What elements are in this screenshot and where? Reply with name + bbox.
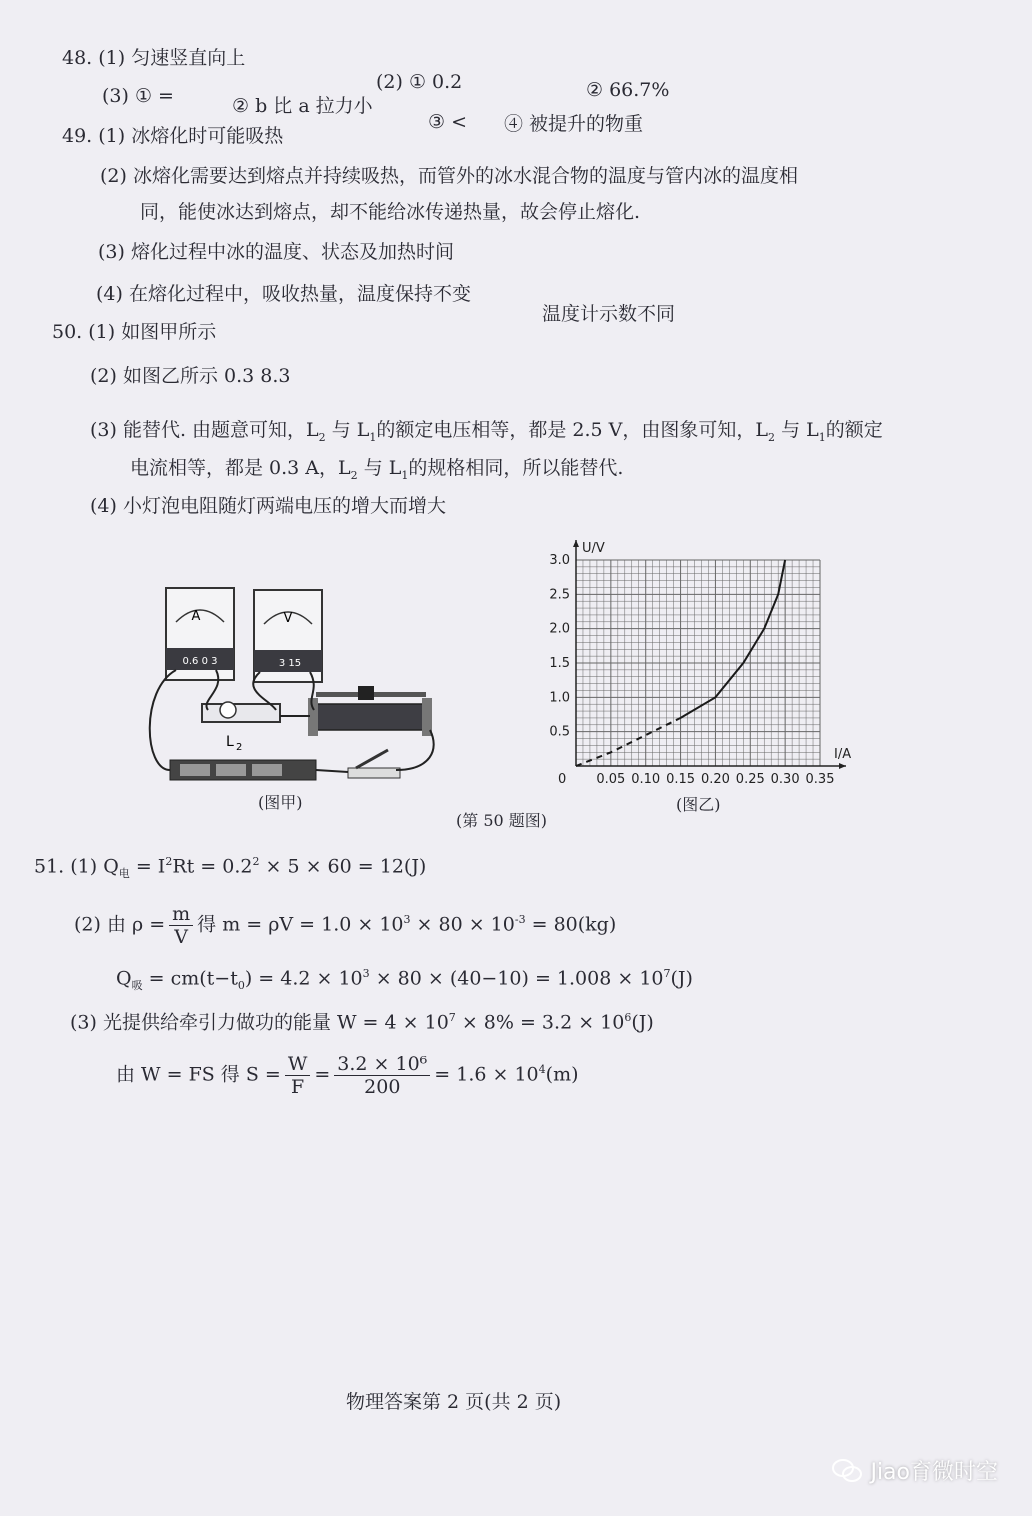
lamp-label: L xyxy=(226,734,234,750)
q51-text: 由 W = FS 得 S = xyxy=(116,1063,281,1086)
fraction xyxy=(285,1053,311,1098)
symbol-l: L xyxy=(306,419,319,441)
x-tick-label: 0.05 xyxy=(596,772,626,787)
x-tick-label: 0.35 xyxy=(805,772,835,787)
q51-line4 xyxy=(70,1006,654,1034)
numerator: 3.2 × 10⁶ xyxy=(334,1053,430,1076)
subscript: 2 xyxy=(318,430,326,444)
symbol-l: L xyxy=(388,457,402,479)
q51-text: × 5 × 60 = 12(J) xyxy=(259,855,427,878)
watermark xyxy=(832,1455,998,1486)
q50-number: 50. xyxy=(52,321,83,343)
q51-text: Q xyxy=(116,967,132,990)
superscript: 4 xyxy=(538,1063,546,1076)
superscript: 2 xyxy=(252,855,260,868)
q51-text: (m) xyxy=(545,1063,579,1086)
subscript: 2 xyxy=(350,468,358,482)
q51-line2 xyxy=(74,896,616,948)
q51-line1 xyxy=(34,850,426,886)
denominator: V xyxy=(174,925,188,948)
q51-text: = xyxy=(314,1063,331,1086)
q50-part2: (2) 如图乙所示 0.3 8.3 xyxy=(90,365,291,387)
superscript: 6 xyxy=(624,1011,632,1024)
x-tick-label: 0.15 xyxy=(666,772,696,787)
fraction xyxy=(334,1053,430,1098)
q51-text: × 8% = 3.2 × 10 xyxy=(455,1011,625,1034)
lamp-icon xyxy=(202,702,280,753)
q51-text: Rt = 0.2 xyxy=(172,855,253,878)
rheostat-icon xyxy=(308,686,432,736)
ammeter-icon xyxy=(166,588,234,680)
superscript: 7 xyxy=(663,967,671,980)
y-axis-label: U/V xyxy=(582,541,605,556)
superscript: 7 xyxy=(448,1011,456,1024)
superscript: 2 xyxy=(165,855,173,868)
q51-text: × 80 × 10 xyxy=(410,913,515,936)
page-footer: 物理答案第 2 页(共 2 页) xyxy=(346,1391,562,1413)
q51-text: = cm(t−t xyxy=(142,967,238,990)
q49-number: 49. xyxy=(62,125,93,147)
symbol-l: L xyxy=(356,419,370,441)
q49-part4: (4) 在熔化过程中，吸收热量，温度保持不变 xyxy=(96,283,471,305)
q51-text: (2) 由 ρ = xyxy=(74,913,166,936)
battery-icon xyxy=(170,760,316,780)
q51-text: × 80 × (40−10) = 1.008 × 10 xyxy=(369,967,664,990)
conjunction: 与 xyxy=(775,419,807,441)
subscript: 电 xyxy=(118,867,130,881)
superscript: 3 xyxy=(403,913,411,926)
y-tick-label: 2.0 xyxy=(549,621,570,637)
q51-number: 51. xyxy=(34,855,65,878)
denominator: F xyxy=(291,1075,305,1098)
conjunction: 与 xyxy=(325,419,357,441)
x-axis-arrow xyxy=(839,763,846,769)
symbol-l: L xyxy=(755,419,769,441)
y-tick-label: 0.5 xyxy=(549,724,570,740)
voltmeter-label: V xyxy=(283,611,293,626)
switch-icon xyxy=(348,750,400,778)
bleed-through-text xyxy=(860,270,865,289)
figure-b-caption: (图乙) xyxy=(676,795,721,814)
q51-text: (J) xyxy=(631,1011,654,1034)
y-tick-label: 1.5 xyxy=(549,656,570,671)
superscript: 3 xyxy=(362,967,370,980)
q51-text: (1) Q xyxy=(70,855,119,878)
lamp-sub: 2 xyxy=(236,742,243,753)
conjunction: 与 xyxy=(357,457,389,479)
denominator: 200 xyxy=(364,1075,401,1098)
q50-part3-text: 的规格相同，所以能替代. xyxy=(408,457,624,479)
q48-part3a: (3) ① = xyxy=(102,85,174,107)
voltmeter-terminals: 3 15 xyxy=(278,658,302,669)
q49-part1: (1) 冰熔化时可能吸热 xyxy=(98,125,284,147)
origin-label: 0 xyxy=(558,772,567,787)
y-tick-label: 3.0 xyxy=(549,553,570,568)
q48-part2: (2) ① 0.2 xyxy=(376,71,463,93)
q51-text: ) = 4.2 × 10 xyxy=(244,967,363,990)
q51-line3 xyxy=(116,962,693,998)
q48-number: 48. xyxy=(62,47,93,69)
watermark-text: Jiao育微时空 xyxy=(870,1460,998,1485)
q48-part3c: ③ < xyxy=(428,111,467,133)
figure-caption: (第 50 题图) xyxy=(456,811,548,830)
q49-part2a: (2) 冰熔化需要达到熔点并持续吸热，而管外的冰水混合物的温度与管内冰的温度相 xyxy=(100,165,798,187)
q49-part4b: 温度计示数不同 xyxy=(542,303,676,325)
series-line-solid xyxy=(681,560,786,718)
q50-part3-line1 xyxy=(90,418,883,450)
q51-text: (J) xyxy=(670,967,693,990)
q50-part3-text: (3) 能替代. 由题意可知， xyxy=(90,419,307,441)
q50-part3-text: 的额定电压相等，都是 2.5 V，由图象可知， xyxy=(376,419,756,441)
q49-part3: (3) 熔化过程中冰的温度、状态及加热时间 xyxy=(98,241,454,263)
q51-text: = 1.6 × 10 xyxy=(434,1063,539,1086)
x-axis-label: I/A xyxy=(834,747,852,762)
q49-line1 xyxy=(62,124,283,148)
figure-a-caption: (图甲) xyxy=(258,793,303,812)
circuit-diagram xyxy=(130,580,450,800)
superscript: -3 xyxy=(514,913,526,926)
subscript: 吸 xyxy=(131,979,143,993)
ammeter-label: A xyxy=(191,609,201,624)
q51-line5 xyxy=(116,1046,579,1098)
numerator: W xyxy=(285,1053,311,1076)
q50-line1 xyxy=(52,320,216,344)
q48-line1 xyxy=(62,46,245,70)
q51-text: = 80(kg) xyxy=(525,913,617,936)
q48-part3d: ④ 被提升的物重 xyxy=(504,113,644,135)
ui-graph xyxy=(540,530,870,790)
q50-part4: (4) 小灯泡电阻随灯两端电压的增大而增大 xyxy=(90,495,446,517)
voltmeter-icon xyxy=(254,590,322,682)
series-line-dashed xyxy=(576,718,681,766)
q48-part2b: ② 66.7% xyxy=(586,79,670,101)
symbol-l: L xyxy=(806,419,819,441)
q48-part3b: ② b 比 a 拉力小 xyxy=(232,95,373,117)
q48-part1: (1) 匀速竖直向上 xyxy=(98,47,246,69)
q50-part1: (1) 如图甲所示 xyxy=(88,321,217,343)
symbol-l: L xyxy=(338,457,351,479)
x-tick-label: 0.20 xyxy=(700,772,730,787)
wechat-icon xyxy=(832,1458,862,1484)
x-tick-label: 0.25 xyxy=(735,772,765,787)
x-tick-label: 0.10 xyxy=(631,772,661,787)
q51-text: 得 m = ρV = 1.0 × 10 xyxy=(197,913,404,936)
subscript: 2 xyxy=(768,430,776,444)
subscript: 1 xyxy=(818,430,826,444)
y-tick-label: 1.0 xyxy=(549,690,570,706)
fraction xyxy=(169,903,193,948)
y-tick-label: 2.5 xyxy=(549,587,570,603)
y-axis-arrow xyxy=(573,540,579,547)
subscript: 1 xyxy=(369,430,377,444)
q49-part2b: 同，能使冰达到熔点，却不能给冰传递热量，故会停止熔化. xyxy=(140,201,641,223)
q50-part3-text: 电流相等，都是 0.3 A， xyxy=(130,457,339,479)
q51-text: (3) 光提供给牵引力做功的能量 W = 4 × 10 xyxy=(70,1011,449,1034)
subscript: 1 xyxy=(401,468,409,482)
x-tick-label: 0.30 xyxy=(770,772,800,787)
q50-part3-text: 的额定 xyxy=(825,419,883,441)
q50-part3-line2 xyxy=(130,456,623,488)
ammeter-terminals: 0.6 0 3 xyxy=(182,656,218,667)
subscript: 0 xyxy=(237,979,245,993)
q51-text: = I xyxy=(129,855,166,878)
numerator: m xyxy=(169,903,193,926)
